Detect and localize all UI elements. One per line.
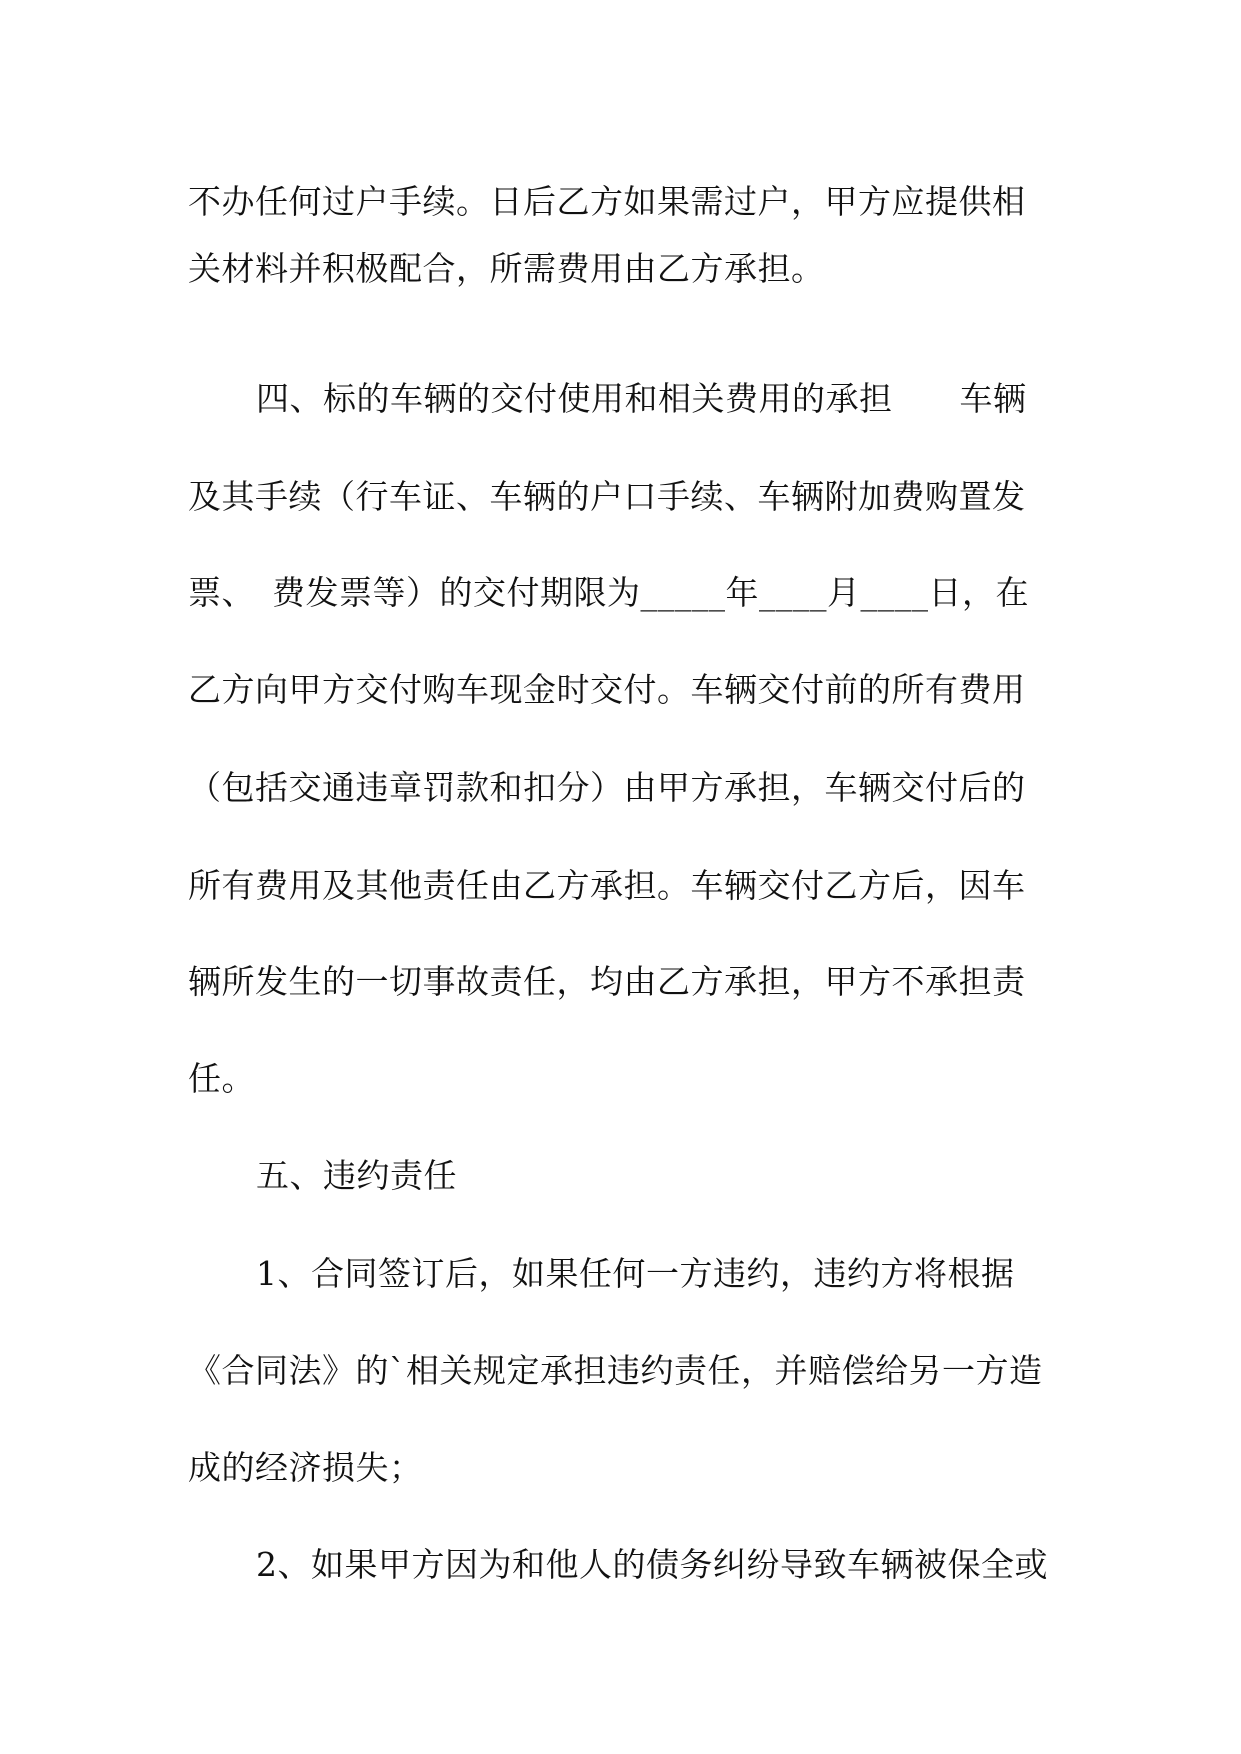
paragraph-line: 成的经济损失； [188, 1448, 423, 1487]
paragraph-line: 不办任何过户手续。日后乙方如果需过户，甲方应提供相 [188, 182, 1026, 221]
paragraph-line: 及其手续（行车证、车辆的户口手续、车辆附加费购置发 [188, 477, 1026, 516]
paragraph-line: 辆所发生的一切事故责任，均由乙方承担，甲方不承担责 [188, 962, 1026, 1001]
section-heading-5: 五、违约责任 [256, 1156, 457, 1195]
clause-1-line: 1、合同签订后，如果任何一方违约，违约方将根据 [256, 1254, 1015, 1293]
paragraph-line: 乙方向甲方交付购车现金时交付。车辆交付前的所有费用 [188, 670, 1026, 709]
paragraph-line: （包括交通违章罚款和扣分）由甲方承担，车辆交付后的 [188, 768, 1026, 807]
section-heading-4-line: 四、标的车辆的交付使用和相关费用的承担 车辆 [256, 379, 1027, 418]
paragraph-line: 关材料并积极配合，所需费用由乙方承担。 [188, 249, 825, 288]
paragraph-line: 票、 费发票等）的交付期限为_____年____月____日，在 [188, 573, 1029, 612]
paragraph-line: 所有费用及其他责任由乙方承担。车辆交付乙方后，因车 [188, 866, 1026, 905]
paragraph-line: 任。 [188, 1059, 255, 1098]
paragraph-line: 《合同法》的`相关规定承担违约责任，并赔偿给另一方造 [188, 1351, 1043, 1390]
clause-2-line: 2、如果甲方因为和他人的债务纠纷导致车辆被保全或 [256, 1545, 1048, 1584]
